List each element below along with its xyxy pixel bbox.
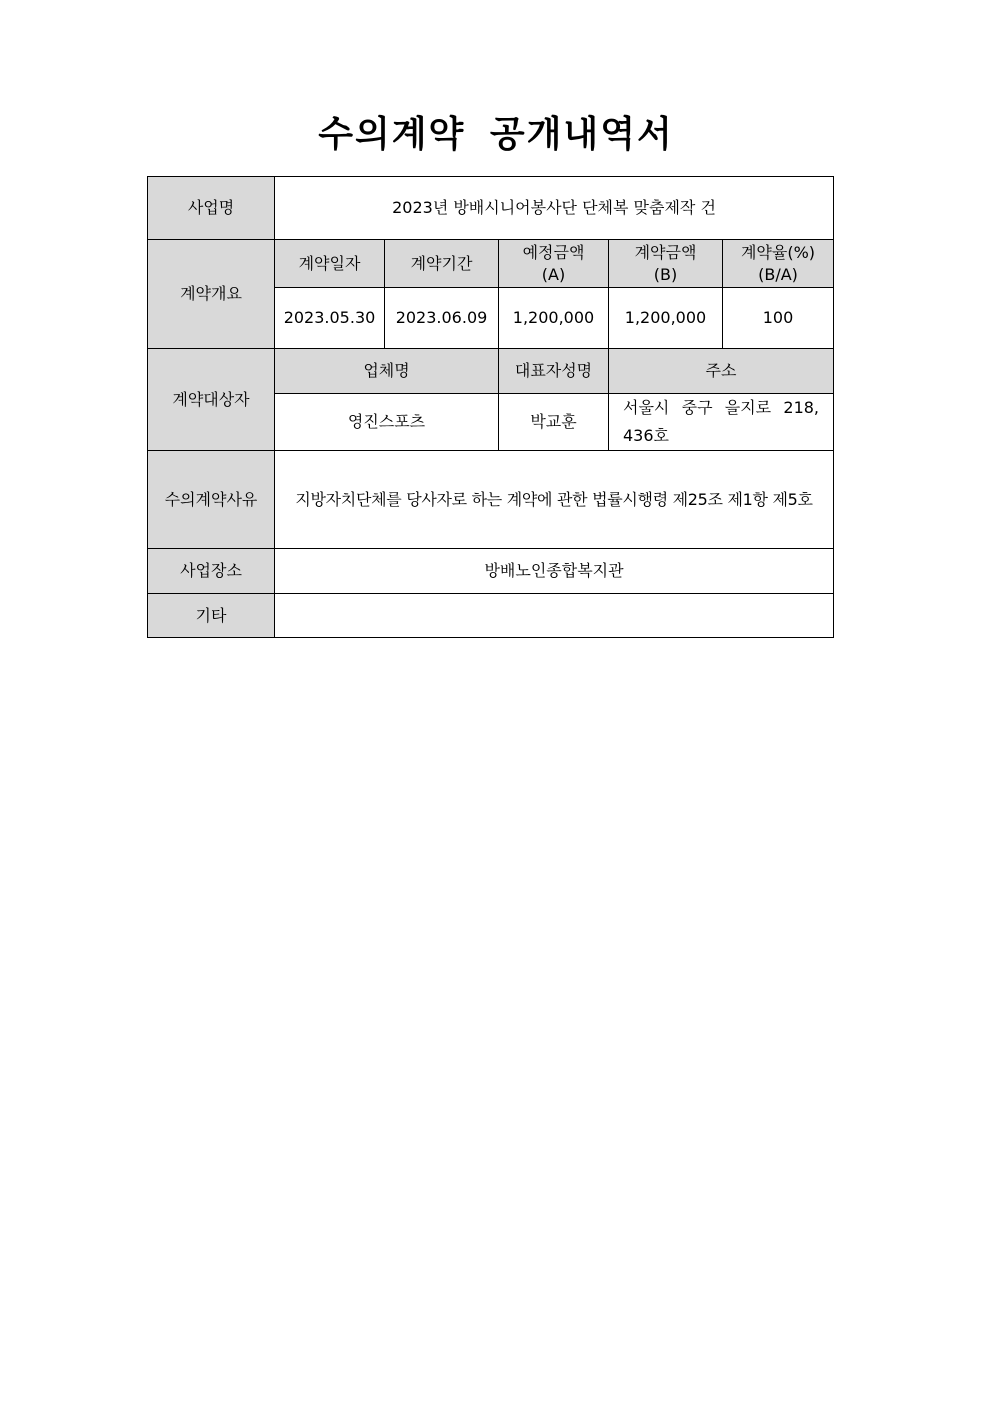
contract-amount-value: 1,200,000 — [609, 288, 723, 349]
etc-row — [148, 594, 834, 638]
place-value: 방배노인종합복지관 — [275, 549, 834, 594]
place-row — [148, 549, 834, 594]
estimated-amount-value: 1,200,000 — [499, 288, 609, 349]
contract-date-value: 2023.05.30 — [275, 288, 385, 349]
contract-rate-header-line1: 계약율(%) — [740, 242, 816, 262]
contract-amount-header — [609, 240, 723, 288]
party-label: 계약대상자 — [148, 349, 275, 451]
contract-amount-header-line1: 계약금액 — [634, 242, 697, 262]
contract-disclosure-table — [147, 176, 834, 638]
reason-label: 수의계약사유 — [148, 451, 275, 549]
contract-period-value: 2023.06.09 — [385, 288, 499, 349]
reason-row — [148, 451, 834, 549]
etc-label: 기타 — [148, 594, 275, 638]
contract-date-header: 계약일자 — [275, 240, 385, 288]
address-value: 서울시 중구 을지로 218, 436호 — [609, 394, 834, 451]
overview-header-row — [148, 240, 834, 288]
representative-header: 대표자성명 — [499, 349, 609, 394]
representative-value: 박교훈 — [499, 394, 609, 451]
project-label: 사업명 — [148, 177, 275, 240]
place-label: 사업장소 — [148, 549, 275, 594]
estimated-amount-header — [499, 240, 609, 288]
contract-rate-value: 100 — [723, 288, 834, 349]
estimated-amount-header-line2: (A) — [541, 264, 566, 284]
party-header-row — [148, 349, 834, 394]
company-name-value: 영진스포츠 — [275, 394, 499, 451]
reason-value: 지방자치단체를 당사자로 하는 계약에 관한 법률시행령 제25조 제1항 제5호 — [295, 489, 813, 509]
contract-rate-header — [723, 240, 834, 288]
estimated-amount-header-line1: 예정금액 — [522, 242, 585, 262]
project-name-value: 2023년 방배시니어봉사단 단체복 맞춤제작 건 — [275, 177, 834, 240]
address-header: 주소 — [609, 349, 834, 394]
contract-amount-header-line2: (B) — [653, 264, 678, 284]
company-name-header: 업체명 — [275, 349, 499, 394]
etc-value — [275, 594, 834, 638]
reason-value-cell — [275, 451, 834, 549]
overview-label: 계약개요 — [148, 240, 275, 349]
contract-rate-header-line2: (B/A) — [758, 264, 798, 284]
document-title: 수의계약 공개내역서 — [318, 114, 674, 155]
project-row — [148, 177, 834, 240]
contract-period-header: 계약기간 — [385, 240, 499, 288]
